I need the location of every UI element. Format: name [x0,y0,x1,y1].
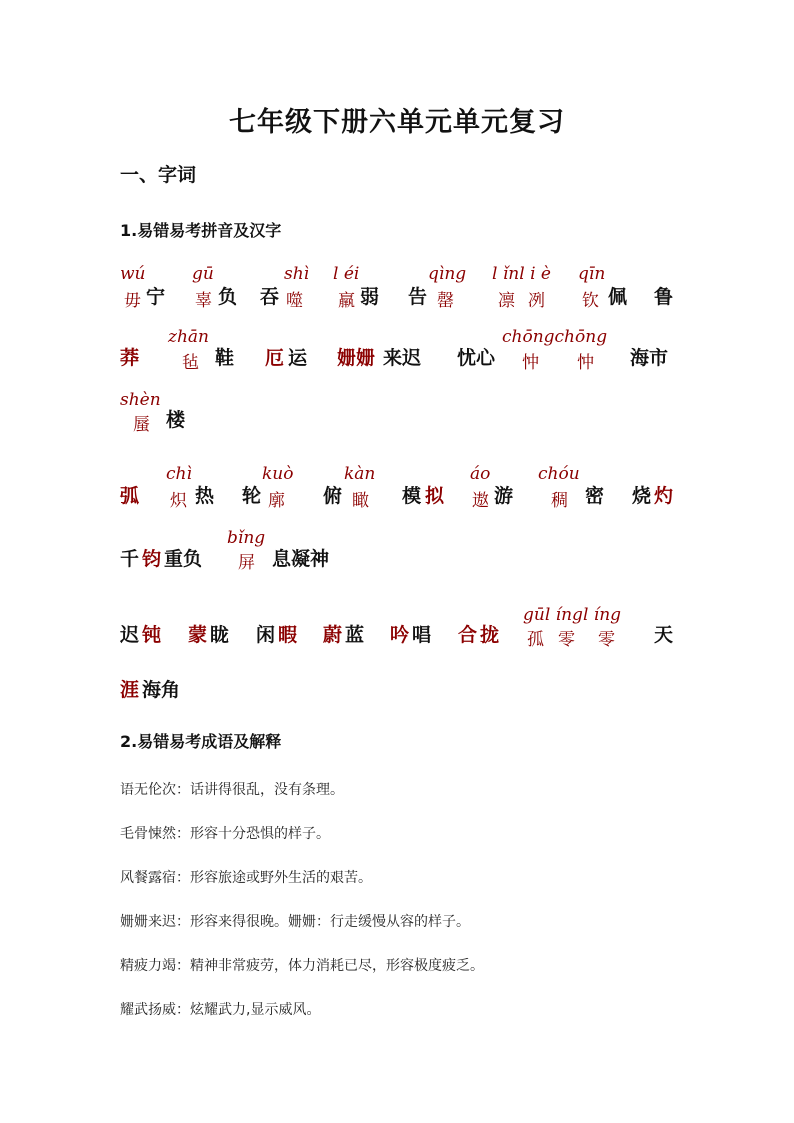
char-chou: 稠 [551,491,568,511]
pinyin-kuo: kuò [262,464,294,484]
idiom-definition: 精疲力竭：精神非常疲劳，体力消耗已尽，形容极度疲乏。 [120,958,484,974]
char-zhuo: 灼 [654,485,674,507]
char-ning: 宁 [146,286,166,308]
char-pei: 佩 [608,286,628,308]
pinyin-wu: wú [120,264,146,284]
char-ya: 涯 [120,679,140,701]
char-longhand: 拢 [480,624,500,646]
char-lu: 鲁 [654,286,674,308]
char-lun: 轮 [242,485,262,507]
char-lin: 凛 [498,291,515,311]
char-chong2: 忡 [577,353,594,373]
char-fu: 负 [218,286,238,308]
char-qin: 钦 [582,291,599,311]
idiom-definition: 耀武扬威：炫耀武力,显示威风。 [120,1002,321,1018]
char-tun: 吞 [260,286,280,308]
char-xia: 暇 [278,624,298,646]
char-ruo: 弱 [360,286,380,308]
char-long: 眬 [210,624,230,646]
section-heading: 一、字词 [120,164,197,186]
char-lou: 楼 [166,409,186,431]
pinyin-gu: gū [192,264,214,284]
idiom-definition: 姗姗来迟：形容来得很晚。姗姗：行走缓慢从容的样子。 [120,914,470,930]
char-lei: 羸 [338,291,355,311]
char-hu: 弧 [120,485,140,507]
page-title: 七年级下册六单元单元复习 [229,107,565,138]
char-xie: 鞋 [215,347,235,369]
char-zhongfu: 重负 [164,548,203,570]
char-youxin: 忧心 [457,347,496,369]
char-haishi: 海市 [630,347,669,369]
pinyin-shi: shì [284,264,310,284]
char-gu: 辜 [195,291,212,311]
idiom-definition: 语无伦次：话讲得很乱，没有条理。 [120,782,344,798]
char-chong1: 忡 [522,353,539,373]
subheading-pinyin: 1.易错易考拼音及汉字 [120,221,282,240]
pinyin-chou: chóu [538,464,580,484]
char-you: 游 [494,485,514,507]
char-xian: 闲 [256,624,276,646]
idiom-definition: 风餐露宿：形容旅途或野外生活的艰苦。 [120,870,372,886]
char-ao: 遨 [472,491,489,511]
char-yin: 吟 [390,624,410,646]
pinyin-shen: shèn [120,390,161,410]
pinyin-ao: áo [470,464,491,484]
char-shen: 蜃 [133,415,150,435]
char-wei: 蔚 [323,624,343,646]
pinyin-guling: gūl íngl íng [523,605,622,625]
char-shi: 噬 [286,291,303,311]
char-shao: 烧 [632,485,652,507]
char-haijiao: 海角 [142,679,181,701]
char-jun: 钧 [142,548,162,570]
char-lan: 蓝 [345,624,365,646]
char-laichi: 来迟 [383,347,422,369]
pinyin-linlie: l ǐnl i è [492,264,551,284]
char-mang: 莽 [120,347,140,369]
char-chi2: 迟 [120,624,140,646]
char-he: 合 [458,624,478,646]
char-e: 厄 [265,347,285,369]
char-ling1: 零 [558,630,575,650]
char-tian: 天 [654,624,674,646]
char-qing: 罄 [437,291,454,311]
char-zhan: 毡 [182,353,199,373]
char-lie: 冽 [528,291,545,311]
subheading-idioms: 2.易错易考成语及解释 [120,732,282,751]
char-wu: 毋 [124,291,141,311]
char-dun: 钝 [142,624,162,646]
char-ling2: 零 [598,630,615,650]
char-gu2: 孤 [527,630,544,650]
char-fu2: 俯 [323,485,343,507]
char-chang: 唱 [412,624,432,646]
char-mo: 模 [402,485,422,507]
pinyin-qing: qìng [428,264,467,284]
char-kuo: 廓 [268,491,285,511]
char-bing: 屏 [238,553,255,573]
char-mi: 密 [585,485,605,507]
char-chi: 炽 [170,491,187,511]
char-ni: 拟 [425,485,445,507]
char-shanshan: 姗姗 [337,347,376,369]
pinyin-zhan: zhān [168,327,209,347]
char-re: 热 [195,485,215,507]
pinyin-chi: chì [166,464,192,484]
char-yun: 运 [288,347,308,369]
char-qian: 千 [120,548,140,570]
pinyin-qin: qīn [578,264,606,284]
pinyin-chongchong: chōngchōng [502,327,608,347]
pinyin-kan: kàn [344,464,376,484]
pinyin-bing: bǐng [227,528,266,548]
char-kan: 瞰 [352,491,369,511]
idiom-definition: 毛骨悚然：形容十分恐惧的样子。 [120,826,330,842]
char-meng: 蒙 [188,624,208,646]
char-gao: 告 [408,286,428,308]
char-xinings: 息凝神 [272,548,330,570]
pinyin-lei: l éi [333,264,360,284]
